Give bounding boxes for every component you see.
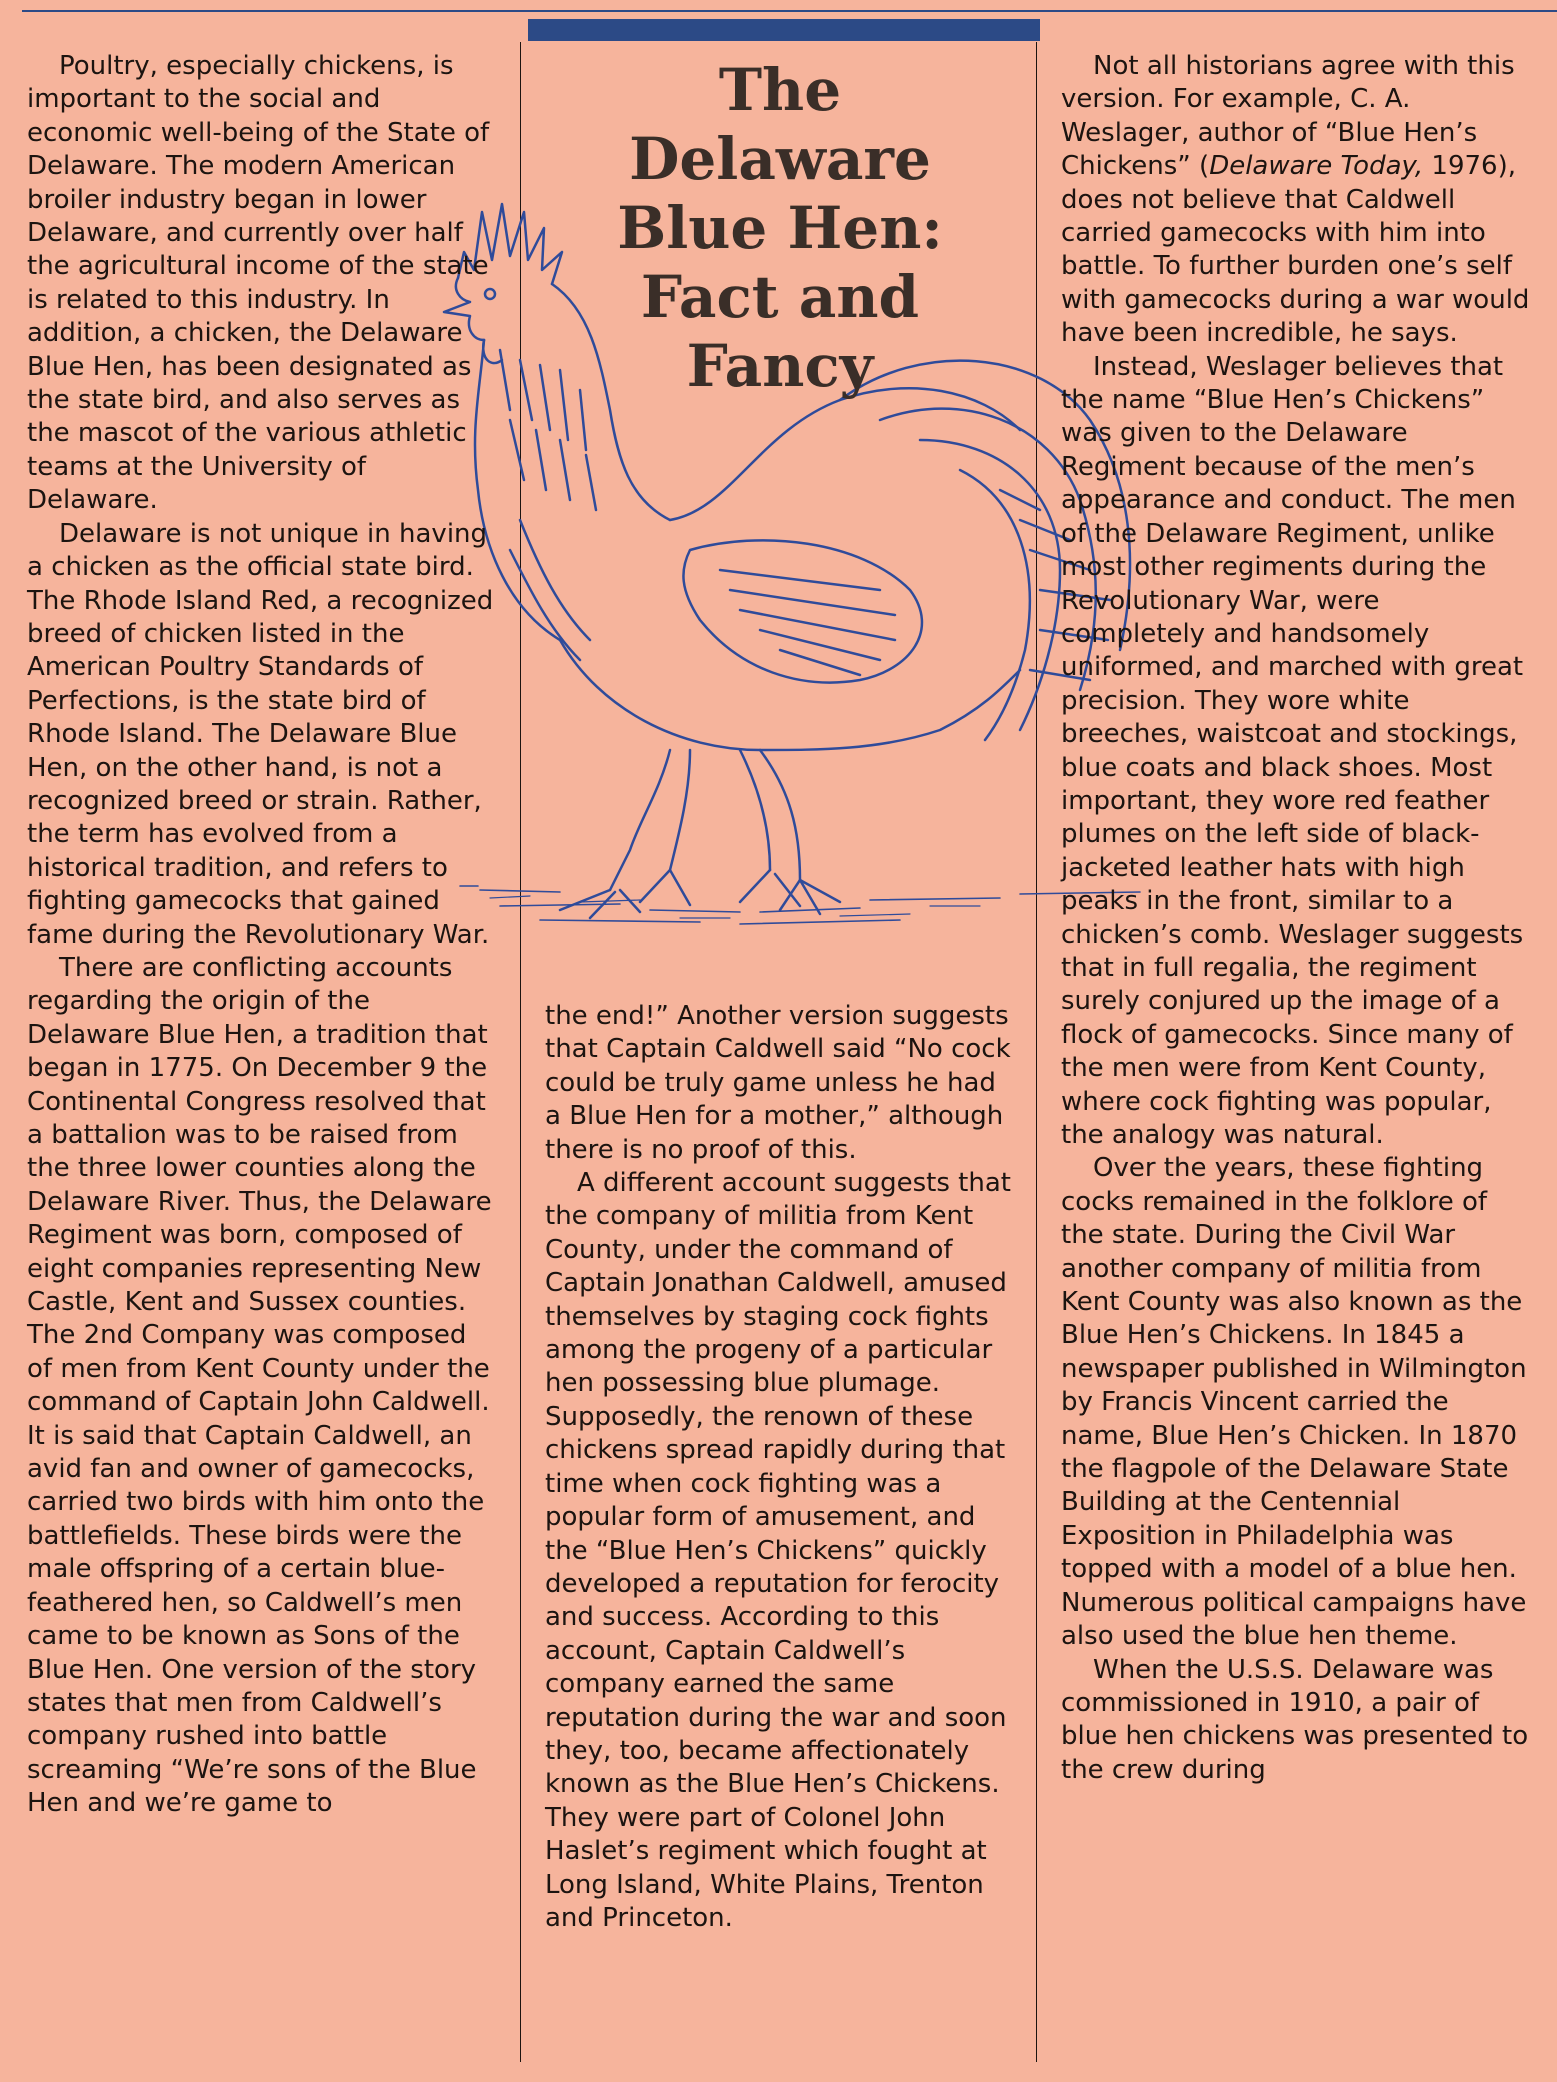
column-3 xyxy=(1061,50,1531,1787)
col1-paragraph-2: Delaware is not unique in having a chicken as the official state bird. The Rhode Island Red, a recognized breed of chicken listed in the American Poultry Standards of Perfections, is the state bird of Rhode Island. The Delaware Blue Hen, on the other hand, is not a recognized breed or strain. Rather, the term has evolved from a historical tradition, and refers to fighting gamecocks that gained fame during the Revolutionary War. xyxy=(27,518,494,950)
article-title xyxy=(560,56,1000,401)
col2-paragraph-1: the end!” Another version suggests that Captain Caldwell said “No cock could be truly game unless he had a Blue Hen for a mother,” although there is no proof of this. xyxy=(545,1001,1011,1165)
title-line-3: Blue Hen: xyxy=(617,194,943,262)
col3-paragraph-4: When the U.S.S. Delaware was commissioned in 1910, a pair of blue hen chickens was presented to the crew during xyxy=(1061,1654,1529,1785)
title-line-2: Delaware xyxy=(629,125,931,193)
title-line-1: The xyxy=(718,56,842,124)
col3-paragraph-1 xyxy=(1061,50,1531,351)
col2-paragraph-2: A different account suggests that the company of militia from Kent County, under the command of Captain Jonathan Caldwell, amused themselves by staging cock fights among the progeny of a particular hen possessing blue plumage. Supposedly, the renown of these chickens spread rapidly during that time when cock fighting was a popular form of amusement, and the “Blue Hen’s Chickens” quickly developed a reputation for ferocity and success. According to this account, Captain Caldwell’s company earned the same reputation during the war and soon they, too, became affectionately known as the Blue Hen’s Chickens. They were part of Colonel John Haslet’s regiment which fought at Long Island, White Plains, Trenton and Princeton. xyxy=(545,1168,1011,1933)
col1-paragraph-3: There are conflicting accounts regarding the origin of the Delaware Blue Hen, a tradition that began in 1775. On December 9 the Continental Congress resolved that a battalion was to be raised from the three lower counties along the Delaware River. Thus, the Delaware Regiment was born, composed of eight companies representing New Castle, Kent and Sussex counties. The 2nd Company was composed of men from Kent County under the command of Captain John Caldwell. It is said that Captain Caldwell, an avid fan and owner of gamecocks, carried two birds with him onto the battlefields. These birds were the male offspring of a certain blue-feathered hen, so Caldwell’s men came to be known as Sons of the Blue Hen. One version of the story states that men from Caldwell’s company rushed into battle screaming “We’re sons of the Blue Hen and we’re game to xyxy=(27,952,492,1819)
title-line-4: Fact and xyxy=(640,263,920,331)
col3-paragraph-2: Instead, Weslager believes that the name “Blue Hen’s Chickens” was given to the Delaware Regiment because of the men’s appearance and conduct. The men of the Delaware Regiment, unlike most other regiments during the Revolutionary War, were completely and handsomely uniformed, and marched with great precision. They wore white breeches, waistcoat and stockings, blue coats and black shoes. Most important, they wore red feather plumes on the left side of black-jacketed leather hats with high peaks in the front, similar to a chicken’s comb. Weslager suggests that in full regalia, the regiment surely conjured up the image of a flock of gamecocks. Since many of the men were from Kent County, where cock fighting was popular, the analogy was natural. xyxy=(1061,351,1524,1150)
col3-paragraph-3: Over the years, these fighting cocks remained in the folklore of the state. During the Civil War another company of militia from Kent County was also known as the Blue Hen’s Chickens. In 1845 a newspaper published in Wilmington by Francis Vincent carried the name, Blue Hen’s Chicken. In 1870 the flagpole of the Delaware State Building at the Centennial Exposition in Philadelphia was topped with a model of a blue hen. Numerous political campaigns have also used the blue hen theme. xyxy=(1061,1153,1527,1652)
title-line-5: Fancy xyxy=(686,332,874,400)
col1-paragraph-1: Poultry, especially chickens, is important to the social and economic well-being of the State of Delaware. The modern American broiler industry began in lower Delaware, and currently over half the agricultural income of the state is related to this industry. In addition, a chicken, the Delaware Blue Hen, has been designated as the state bird, and also serves as the mascot of the various athletic teams at the University of Delaware. xyxy=(27,51,490,516)
title-bar xyxy=(528,19,1040,41)
column-2 xyxy=(545,1000,1015,1935)
col3-p1-before: Not all historians agree with this version. For example, C. A. Weslager, author of “Blue Hen’s Chickens” ( xyxy=(1061,51,1515,182)
top-rule xyxy=(22,10,1557,12)
column-1 xyxy=(27,50,497,1821)
col3-p1-italic: Delaware Today, xyxy=(1209,151,1424,182)
col3-p1-after: 1976), does not believe that Caldwell carried gamecocks with him into battle. To further burden one’s self with gamecocks during a war would have been incredible, he says. xyxy=(1061,151,1530,349)
